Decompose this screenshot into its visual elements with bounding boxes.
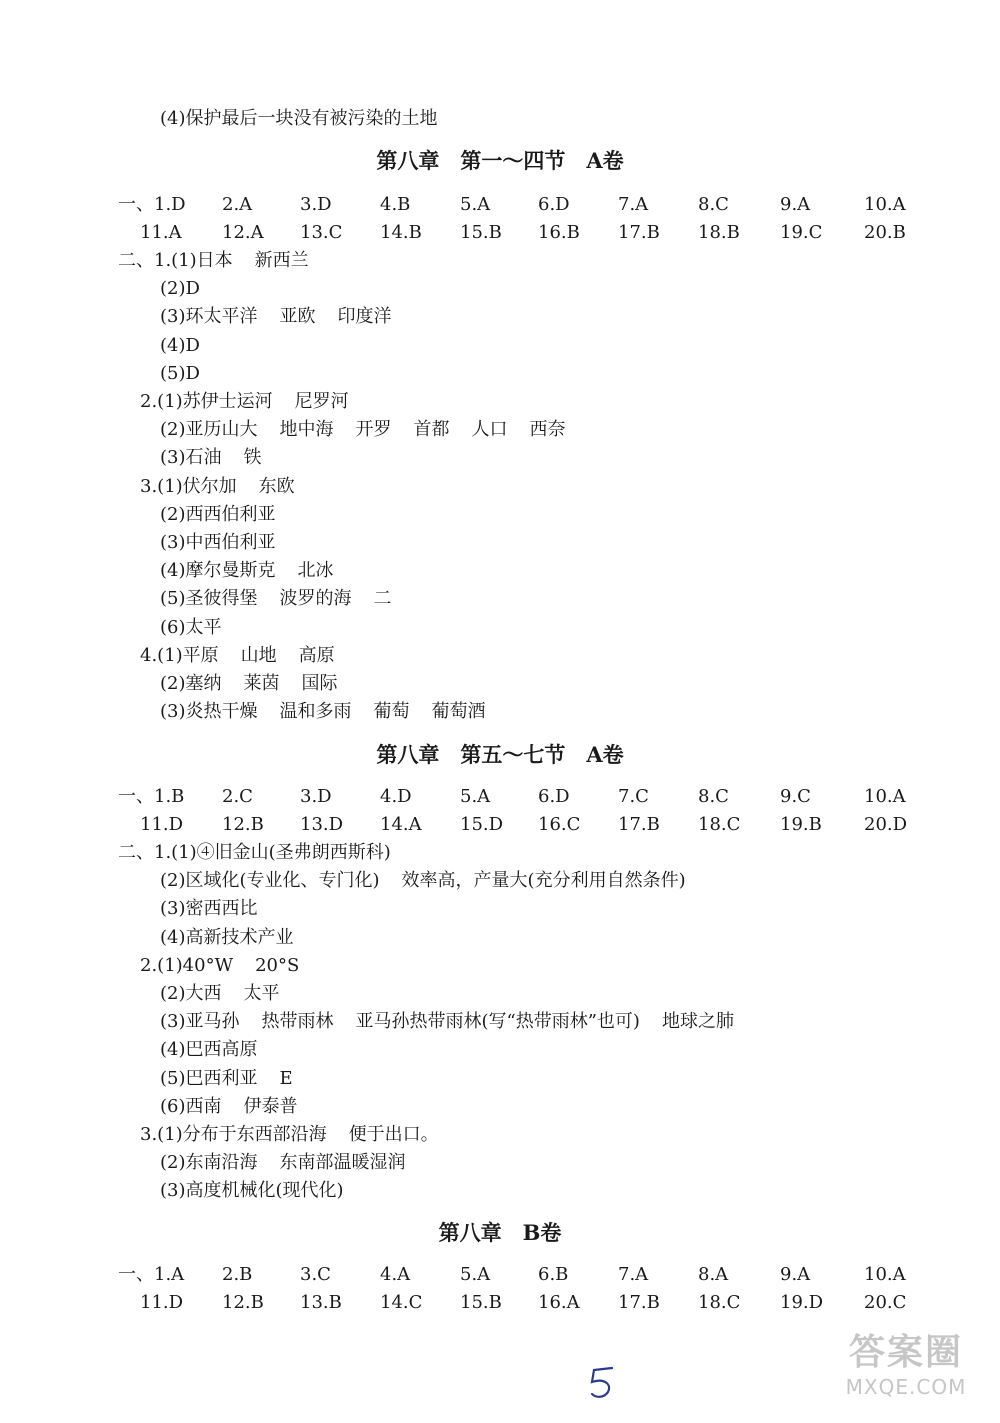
mc-answer: 15.B	[460, 222, 502, 243]
answer-line	[160, 1068, 293, 1090]
answer-line	[160, 278, 200, 300]
answer-part: 二	[373, 588, 392, 610]
answer-part: (3)石油	[160, 447, 222, 469]
mc-answer: 6.D	[538, 786, 570, 807]
mc-answer: 9.A	[780, 194, 811, 215]
answer-line	[160, 1096, 298, 1118]
answer-part: 便于出口。	[348, 1124, 439, 1145]
mc-answer: 2.B	[222, 1264, 253, 1285]
mc-answer: 2.A	[222, 194, 253, 215]
answer-part: (2)西西伯利亚	[160, 503, 276, 525]
handwritten-page-number	[582, 1362, 622, 1402]
answer-line	[160, 701, 486, 723]
answer-part: E	[279, 1067, 293, 1089]
answer-part: (2)东南沿海	[160, 1152, 258, 1174]
answer-part: 高原	[298, 644, 335, 666]
answer-line	[140, 1124, 439, 1146]
answer-line	[160, 1039, 258, 1061]
answer-line	[160, 898, 258, 920]
answer-part: (3)密西西比	[160, 898, 258, 920]
answer-line	[118, 842, 391, 864]
mc-answer: 19.D	[780, 1292, 824, 1313]
mc-answer: 4.D	[380, 786, 412, 807]
answer-part: 西奈	[529, 419, 566, 441]
answer-part: 2.(1)苏伊士运河	[140, 391, 273, 412]
answer-part: (2)亚历山大	[160, 419, 258, 441]
answer-part: (5)巴西利亚	[160, 1067, 258, 1089]
answer-part: 开罗	[355, 419, 392, 441]
mc-answer: 一、1.B	[118, 786, 185, 807]
answer-part: (3)中西伯利亚	[160, 532, 276, 553]
mc-answer: 7.C	[618, 786, 649, 807]
mc-answer: 15.B	[460, 1292, 502, 1313]
answer-line	[140, 955, 299, 977]
mc-answer: 16.C	[538, 814, 581, 835]
answer-line	[160, 335, 200, 357]
watermark-logo	[826, 1331, 986, 1409]
mc-answer: 18.C	[698, 814, 741, 835]
mc-answer: 8.C	[698, 786, 729, 807]
mc-answer: 11.D	[140, 814, 184, 835]
answer-part: 人口	[471, 419, 508, 441]
mc-answer: 19.C	[780, 222, 823, 243]
answer-part: 东南部温暖湿润	[279, 1152, 406, 1174]
answer-line	[160, 306, 392, 328]
answer-line	[160, 983, 280, 1005]
answer-line	[160, 447, 262, 469]
answer-part: (2)大西	[160, 983, 222, 1004]
answer-part: (2)区域化(专业化、专门化)	[160, 870, 380, 892]
answer-part: (4)D	[160, 334, 200, 356]
mc-answer: 5.A	[460, 1264, 491, 1285]
answer-line	[160, 588, 392, 610]
answer-part: 尼罗河	[294, 391, 349, 412]
answer-line	[160, 1152, 406, 1174]
answer-part: 山地	[240, 644, 277, 666]
answer-part: (4)巴西高原	[160, 1039, 258, 1061]
answer-line	[140, 645, 335, 667]
mc-answer: 20.D	[864, 814, 908, 835]
mc-answer: 5.A	[460, 786, 491, 807]
answer-part: 4.(1)平原	[140, 644, 219, 666]
answer-line	[160, 1011, 734, 1033]
answer-part: (3)亚马孙	[160, 1011, 240, 1033]
mc-answer: 14.C	[380, 1292, 423, 1313]
answer-part: (4)摩尔曼斯克	[160, 560, 276, 582]
mc-answer: 16.A	[538, 1292, 580, 1313]
section-heading-2: 第八章 第五～七节 A卷	[376, 742, 624, 767]
mc-answer: 一、1.D	[118, 194, 186, 215]
answer-part: (2)塞纳	[160, 673, 222, 694]
mc-answer: 3.D	[300, 786, 332, 807]
answer-part: 3.(1)分布于东西部沿海	[140, 1124, 327, 1145]
mc-answer: 9.C	[780, 786, 811, 807]
mc-answer: 17.B	[618, 222, 660, 243]
answer-part: 2.(1)40°W	[140, 954, 234, 976]
answer-part: 伊泰普	[243, 1095, 298, 1117]
answer-part: (4)高新技术产业	[160, 926, 294, 948]
answer-line	[160, 532, 276, 554]
answer-line	[160, 419, 566, 441]
answer-part: 3.(1)伏尔加	[140, 475, 237, 497]
mc-answer: 12.B	[222, 1292, 264, 1313]
answer-line	[160, 363, 200, 385]
answer-part: 亚马孙热带雨林(写“热带雨林”也可)	[355, 1011, 640, 1033]
mc-answer: 13.C	[300, 222, 343, 243]
answer-part: 地球之肺	[661, 1011, 734, 1033]
answer-part: (6)西南	[160, 1095, 222, 1117]
mc-answer: 10.A	[864, 194, 906, 215]
answer-part: 印度洋	[337, 306, 392, 328]
answer-part: 效率高，产量大(充分利用自然条件)	[401, 870, 686, 892]
answer-part: 葡萄	[373, 701, 410, 723]
top-line: (4)保护最后一块没有被污染的土地	[160, 108, 438, 129]
answer-part: 国际	[301, 673, 338, 694]
mc-answer: 11.A	[140, 222, 182, 243]
mc-answer: 10.A	[864, 786, 906, 807]
watermark-line-2: MXQE.COM	[845, 1375, 967, 1399]
answer-part: (5)圣彼得堡	[160, 588, 258, 610]
mc-answer: 12.A	[222, 222, 264, 243]
mc-answer: 18.B	[698, 222, 740, 243]
mc-answer: 4.A	[380, 1264, 411, 1285]
mc-answer: 20.B	[864, 222, 906, 243]
answer-part: 葡萄酒	[431, 701, 486, 723]
answer-line	[160, 617, 222, 639]
answer-part: (3)炎热干燥	[160, 701, 258, 723]
mc-answer: 17.B	[618, 814, 660, 835]
mc-answer: 18.C	[698, 1292, 741, 1313]
answer-part: 北冰	[297, 560, 334, 582]
answer-line	[160, 560, 334, 582]
answer-part: 太平	[243, 983, 280, 1004]
mc-answer: 10.A	[864, 1264, 906, 1285]
mc-answer: 12.B	[222, 814, 264, 835]
mc-answer: 4.B	[380, 194, 411, 215]
mc-answer: 2.C	[222, 786, 253, 807]
answer-part: 新西兰	[254, 250, 309, 271]
mc-answer: 8.A	[698, 1264, 729, 1285]
answer-part: 温和多雨	[279, 701, 352, 723]
answer-line	[160, 673, 338, 695]
watermark-line-1: 答案圈	[848, 1332, 963, 1373]
mc-answer: 6.B	[538, 1264, 569, 1285]
mc-answer: 11.D	[140, 1292, 184, 1313]
mc-answer: 13.D	[300, 814, 344, 835]
answer-part: 铁	[243, 447, 262, 469]
answer-part: 二、1.(1)日本	[118, 250, 233, 271]
mc-answer: 16.B	[538, 222, 580, 243]
mc-answer: 8.C	[698, 194, 729, 215]
answer-line	[140, 476, 295, 498]
answer-part: (6)太平	[160, 616, 222, 638]
answer-part: 东欧	[258, 475, 295, 497]
mc-answer: 17.B	[618, 1292, 660, 1313]
mc-answer: 15.D	[460, 814, 504, 835]
answer-part: (5)D	[160, 362, 200, 384]
answer-line	[118, 250, 309, 272]
answer-part: 热带雨林	[261, 1011, 334, 1033]
answer-part: 首都	[413, 419, 450, 441]
mc-answer: 14.A	[380, 814, 422, 835]
mc-answer: 7.A	[618, 194, 649, 215]
answer-part: 波罗的海	[279, 588, 352, 610]
section-heading-3: 第八章 B卷	[438, 1220, 562, 1245]
answer-line	[160, 504, 276, 526]
mc-answer: 13.B	[300, 1292, 342, 1313]
mc-answer: 一、1.A	[118, 1264, 185, 1285]
answer-part: (2)D	[160, 278, 200, 300]
section-heading-1: 第八章 第一～四节 A卷	[376, 148, 624, 173]
mc-answer: 5.A	[460, 194, 491, 215]
answer-line	[140, 391, 349, 413]
answer-part: 二、1.(1)④旧金山(圣弗朗西斯科)	[118, 842, 391, 863]
answer-part: (3)高度机械化(现代化)	[160, 1180, 344, 1202]
answer-part: 地中海	[279, 419, 334, 441]
answer-line	[160, 927, 294, 949]
mc-answer: 20.C	[864, 1292, 907, 1313]
answer-line	[160, 1180, 344, 1202]
answer-line	[160, 870, 686, 892]
answer-part: 20°S	[255, 954, 300, 976]
mc-answer: 3.D	[300, 194, 332, 215]
answer-part: 亚欧	[279, 306, 316, 328]
mc-answer: 14.B	[380, 222, 422, 243]
answer-part: 莱茵	[243, 673, 280, 694]
mc-answer: 6.D	[538, 194, 570, 215]
answer-part: (3)环太平洋	[160, 306, 258, 328]
mc-answer: 3.C	[300, 1264, 331, 1285]
mc-answer: 7.A	[618, 1264, 649, 1285]
mc-answer: 19.B	[780, 814, 822, 835]
mc-answer: 9.A	[780, 1264, 811, 1285]
